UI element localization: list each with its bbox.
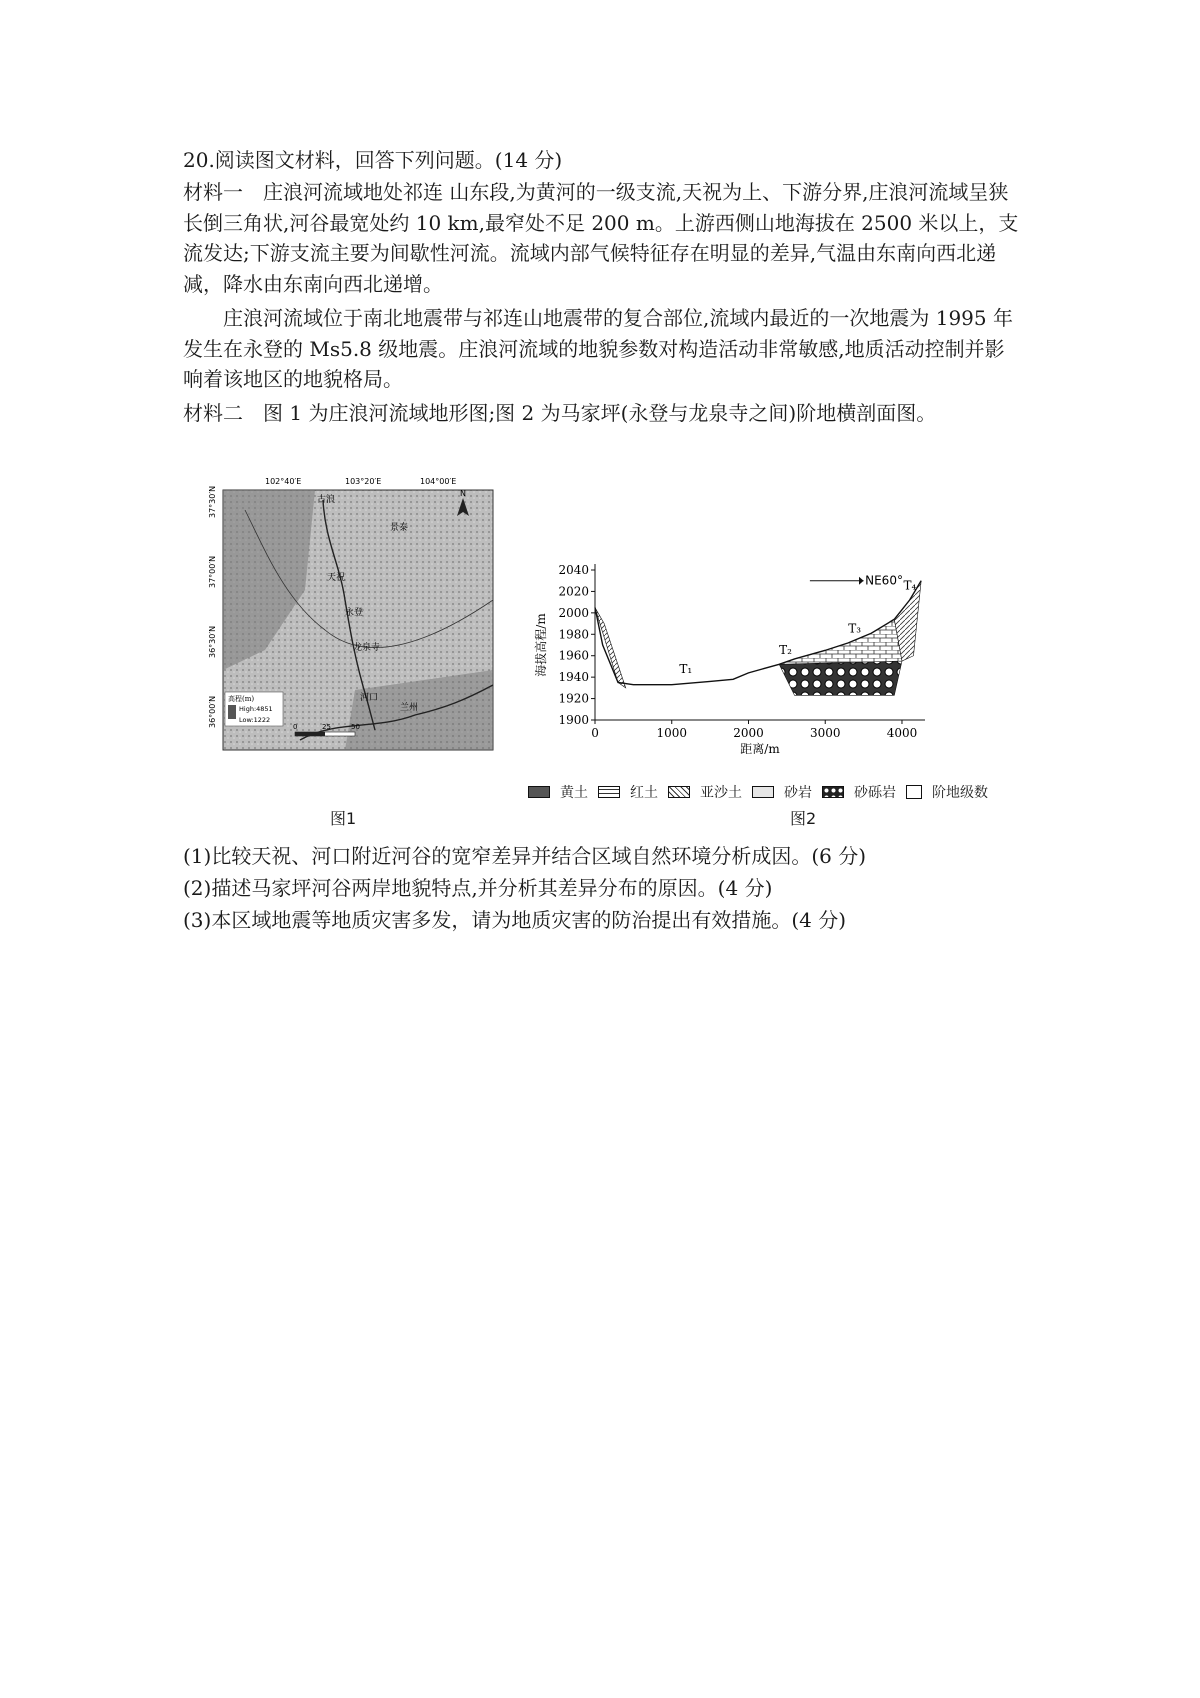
place-name: 永登 [345, 608, 364, 618]
direction-arrow-head [859, 577, 864, 585]
place-name: 龙泉寺 [353, 643, 381, 653]
y-tick-label: 1980 [558, 627, 589, 642]
figure1-caption: 图1 [330, 809, 357, 828]
x-tick-label: 3000 [809, 726, 841, 740]
svg-text:0: 0 [293, 723, 298, 731]
x-axis-label: 距离/m [740, 742, 780, 756]
legend-swatch-conglomerate [822, 786, 844, 798]
direction-label: NE60° [865, 573, 903, 588]
y-tick-label: 2000 [558, 605, 589, 620]
question-heading: 20.阅读图文材料，回答下列问题。(14 分) [183, 148, 563, 172]
material-two: 材料二 图 1 为庄浪河流域地形图;图 2 为马家坪(永登与龙泉寺之间)阶地横剖面图。 [183, 401, 937, 425]
place-name: 河口 [360, 693, 379, 703]
lon-label: 102°40′E [265, 477, 302, 486]
x-tick-label: 1000 [656, 726, 688, 740]
legend-label: 黄土 [560, 785, 588, 801]
svg-text:High:4851: High:4851 [239, 705, 273, 713]
lon-label: 103°20′E [345, 477, 382, 486]
legend-swatch-loess [528, 786, 550, 798]
svg-text:高程(m): 高程(m) [228, 695, 255, 703]
sub-question: (1)比较天祝、河口附近河谷的宽窄差异并结合区域自然环境分析成因。(6 分) [183, 844, 867, 868]
figure2-caption: 图2 [790, 809, 817, 828]
terrace-label: T₄ [903, 578, 917, 593]
y-tick-label: 1940 [558, 670, 589, 685]
legend-label: 砂岩 [784, 785, 812, 801]
terrace-label: T₃ [848, 621, 862, 636]
place-name: 兰州 [400, 703, 419, 713]
x-tick-label: 2000 [733, 726, 764, 740]
terrace-label: T₂ [779, 642, 793, 657]
y-axis-label: 海拔高程/m [534, 613, 548, 677]
y-tick-label: 1900 [558, 713, 589, 727]
place-name: 天祝 [327, 573, 346, 583]
legend-label: 砂砾岩 [854, 785, 896, 801]
lon-label: 104°00′E [420, 477, 457, 486]
place-name: 景泰 [390, 523, 409, 533]
sub-question: (2)描述马家坪河谷两岸地貌特点,并分析其差异分布的原因。(4 分) [183, 876, 773, 900]
place-name: 古浪 [317, 495, 336, 505]
terrace-label: T₁ [679, 662, 693, 677]
sub-questions [183, 840, 1033, 936]
material-one-paragraph-two: 庄浪河流域位于南北地震带与祁连山地震带的复合部位,流域内最近的一次地震为 1995 年发生在永登的 Ms5.8 级地震。庄浪河流域的地貌参数对构造活动非常敏感,地质活动控制并影响着该地区的地貌格局。 [183, 306, 1013, 391]
layer-conglomerate [779, 661, 902, 695]
terrain-map [205, 470, 515, 800]
lat-label: 37°30′N [208, 485, 217, 518]
legend-swatch-sandstone [752, 786, 774, 798]
y-tick-label: 2040 [558, 563, 589, 577]
legend-label: 红土 [630, 785, 658, 801]
legend-label: 亚沙土 [700, 785, 742, 801]
legend-swatch-sandy-soil [668, 786, 690, 798]
legend-swatch-red-soil [598, 786, 620, 798]
elevation-legend [225, 692, 283, 726]
y-tick-label: 1960 [558, 648, 589, 663]
y-tick-label: 2020 [558, 584, 589, 599]
sub-question: (3)本区域地震等地质灾害多发，请为地质灾害的防治提出有效措施。(4 分) [183, 908, 847, 932]
legend-swatch-terrace [906, 785, 922, 799]
lat-label: 36°30′N [208, 625, 217, 658]
y-tick-label: 1920 [558, 691, 589, 706]
svg-text:50: 50 [351, 723, 360, 731]
svg-text:25: 25 [322, 723, 331, 731]
layer-sandy-soil [595, 608, 626, 688]
legend-label: 阶地级数 [932, 785, 988, 801]
x-tick-label: 4000 [886, 726, 918, 740]
x-tick-label: 0 [591, 726, 599, 740]
svg-text:Low:1222: Low:1222 [239, 716, 271, 724]
figure2-legend-row [528, 782, 1028, 802]
lat-label: 37°00′N [208, 555, 217, 588]
lat-label: 36°00′N [208, 695, 217, 728]
material-one: 材料一 庄浪河流域地处祁连 山东段,为黄河的一级支流,天祝为上、下游分界,庄浪河流域呈狭长倒三角状,河谷最宽处约 10 km,最窄处不足 200 m。上游西侧山地海拔在 2500 米以上，支流发达;下游支流主要为间歇性河流。流域内部气候特征存在明显的差异,气温由东南向西北递减，降水由东南向西北递增。 [183, 180, 1019, 296]
svg-text:N: N [460, 489, 466, 498]
